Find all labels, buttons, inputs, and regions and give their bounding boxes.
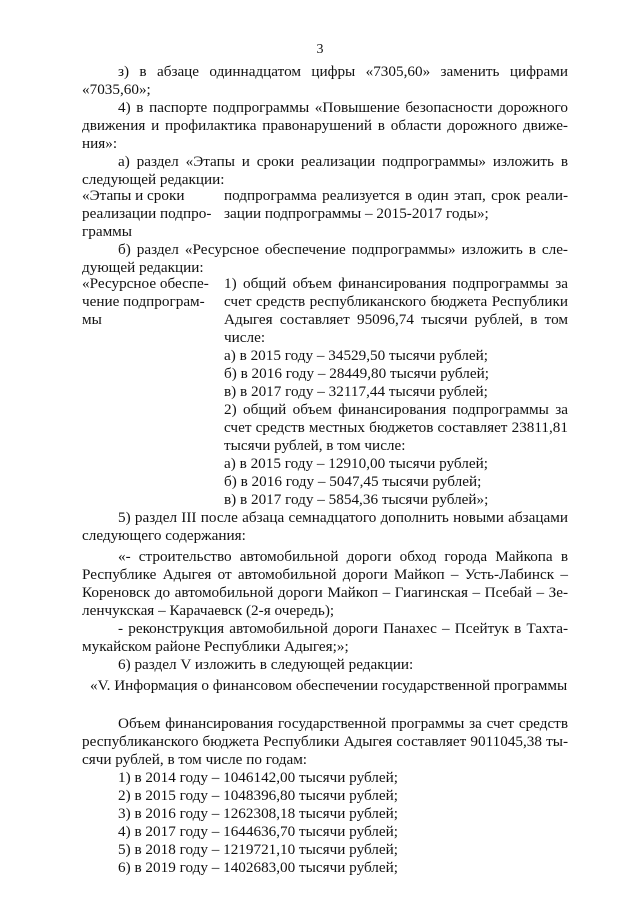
list-item: 6) в 2019 году – 1402683,00 тысячи рублей;	[118, 859, 398, 876]
resources-value-line: счет средств местных бюджетов составляет 23811,81	[224, 419, 568, 436]
item-z-line-1: з) в абзаце одиннадцатом цифры «7305,60» заменить цифрами	[118, 63, 568, 80]
resources-label-line: «Ресурсное обеспе-	[82, 275, 209, 292]
quote-2-line-2: мукайском районе Республики Адыгея;»;	[82, 638, 349, 655]
quote-1-line-1: «- строительство автомобильной дороги обход города Майкопа в	[118, 548, 568, 565]
resources-value-line: счет средств республиканского бюджета Республики	[224, 293, 568, 310]
item-4-line-3: ния»:	[82, 135, 118, 152]
item-a-line-2: следующей редакции:	[82, 171, 225, 188]
resources-value-line: б) в 2016 году – 28449,80 тысячи рублей;	[224, 365, 489, 382]
resources-value-line: Адыгея составляет 95096,74 тысячи рублей, в том	[224, 311, 568, 328]
stages-label-line: «Этапы и сроки	[82, 187, 185, 204]
item-4-line-1: 4) в паспорте подпрограммы «Повышение безопасности дорожного	[118, 99, 568, 116]
quote-1-line-4: ленчукская – Карачаевск (2-я очередь);	[82, 602, 335, 619]
financing-line-2: республиканского бюджета Республики Адыгея составляет 9011045,38 ты-	[82, 733, 568, 750]
page-number: 3	[316, 42, 324, 57]
list-item: 5) в 2018 году – 1219721,10 тысячи рублей;	[118, 841, 398, 858]
financing-line-1: Объем финансирования государственной программы за счет средств	[118, 715, 568, 732]
resources-value-line: в) в 2017 году – 5854,36 тысячи рублей»;	[224, 491, 489, 508]
resources-value-line: в) в 2017 году – 32117,44 тысячи рублей;	[224, 383, 488, 400]
financing-line-3: сячи рублей, в том числе по годам:	[82, 751, 308, 768]
item-b-line-1: б) раздел «Ресурсное обеспечение подпрограммы» изложить в сле-	[118, 241, 568, 258]
item-a-line-1: а) раздел «Этапы и сроки реализации подпрограммы» изложить в	[118, 153, 568, 170]
resources-value-line: 2) общий объем финансирования подпрограммы за	[224, 401, 568, 418]
quote-1-line-3: Кореновск до автомобильной дороги Майкоп – Гиагинская – Псебай – Зе-	[82, 584, 568, 601]
resources-value-line: б) в 2016 году – 5047,45 тысячи рублей;	[224, 473, 482, 490]
resources-value-line: числе:	[224, 329, 266, 346]
section-heading: «V. Информация о финансовом обеспечении государственной программы	[90, 677, 568, 694]
resources-label-line: мы	[82, 311, 102, 328]
stages-label-line: граммы	[82, 223, 132, 240]
item-b-line-2: дующей редакции:	[82, 259, 204, 276]
resources-label-line: чение подпрограм-	[82, 293, 205, 310]
quote-2-line-1: - реконструкция автомобильной дороги Панахес – Псейтук в Тахта-	[118, 620, 568, 637]
resources-value-line: 1) общий объем финансирования подпрограммы за	[224, 275, 568, 292]
resources-value-line: а) в 2015 году – 34529,50 тысячи рублей;	[224, 347, 488, 364]
list-item: 1) в 2014 году – 1046142,00 тысячи рублей;	[118, 769, 398, 786]
item-6-line-1: 6) раздел V изложить в следующей редакции:	[118, 656, 414, 673]
list-item: 4) в 2017 году – 1644636,70 тысячи рублей;	[118, 823, 398, 840]
resources-value-line: тысячи рублей, в том числе:	[224, 437, 406, 454]
item-5-line-2: следующего содержания:	[82, 527, 246, 544]
stages-value-line: зации подпрограммы – 2015-2017 годы»;	[224, 205, 489, 222]
quote-1-line-2: Республике Адыгея от автомобильной дороги Майкоп – Усть-Лабинск –	[82, 566, 568, 583]
stages-label-line: реализации подпро-	[82, 205, 212, 222]
item-4-line-2: движения и профилактика правонарушений в области дорожного движе-	[82, 117, 568, 134]
list-item: 2) в 2015 году – 1048396,80 тысячи рублей;	[118, 787, 398, 804]
item-5-line-1: 5) раздел III после абзаца семнадцатого дополнить новыми абзацами	[118, 509, 568, 526]
item-z-line-2: «7035,60»;	[82, 81, 151, 98]
list-item: 3) в 2016 году – 1262308,18 тысячи рублей;	[118, 805, 398, 822]
stages-value-line: подпрограмма реализуется в один этап, срок реали-	[224, 187, 568, 204]
resources-value-line: а) в 2015 году – 12910,00 тысячи рублей;	[224, 455, 488, 472]
